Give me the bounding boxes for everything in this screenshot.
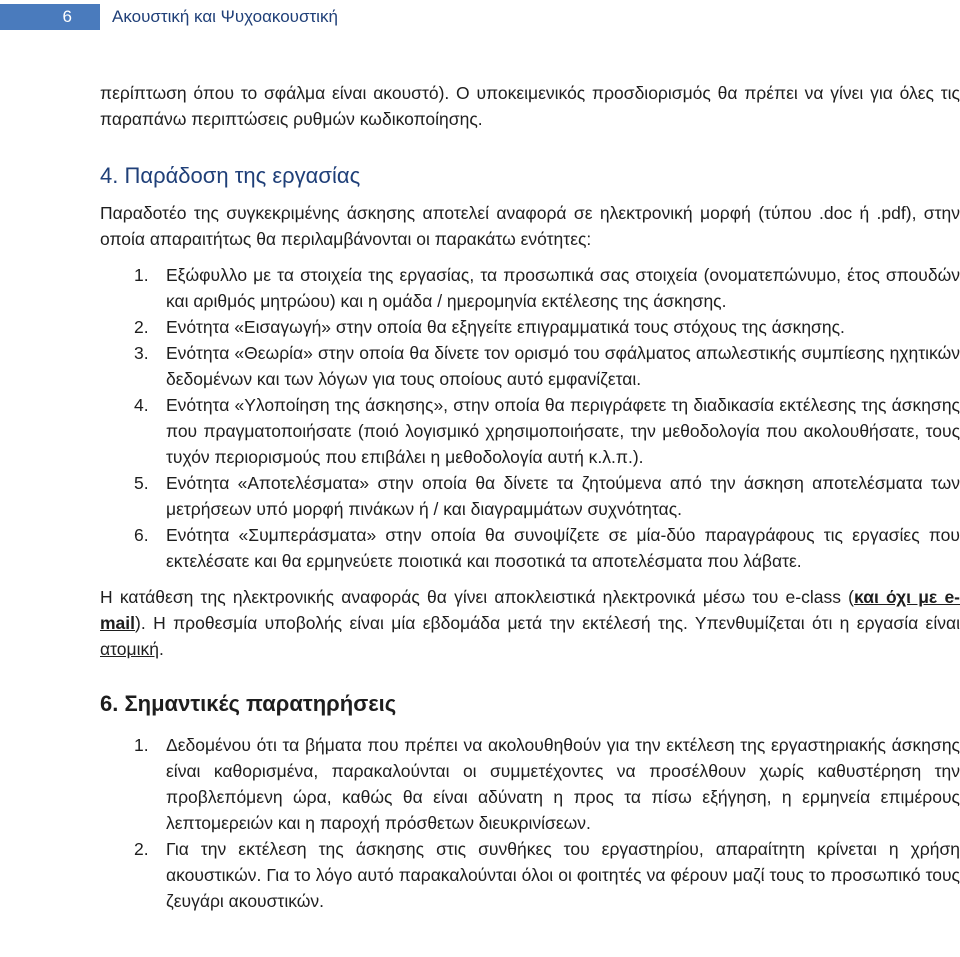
page-number: 6 — [0, 4, 100, 30]
list-number: 4. — [134, 395, 149, 415]
section-6-list — [100, 732, 960, 914]
submission-underlined: ατομική — [100, 639, 159, 659]
running-title: Ακουστική και Ψυχοακουστική — [112, 7, 338, 26]
section-4-intro: Παραδοτέο της συγκεκριμένης άσκησης αποτελεί αναφορά σε ηλεκτρονική μορφή (τύπου .doc ή .pdf), στην οποία απαραιτήτως θα περιλαμβάνονται οι παρακάτω ενότητες: — [100, 203, 960, 249]
document-body — [100, 80, 960, 914]
submission-text-3: . — [158, 639, 164, 659]
list-item — [100, 522, 960, 574]
list-text: Ενότητα «Συμπεράσματα» στην οποία θα συνοψίζετε σε μία-δύο παραγράφους τις εργασίες που εκτελέσατε και θα ερμηνεύετε ποιοτικά και ποσοτικά τα αποτελέσματα που λάβατε. — [166, 525, 960, 571]
section-4-list — [100, 262, 960, 574]
list-number: 2. — [134, 317, 149, 337]
list-item — [100, 314, 960, 340]
section-4-heading: 4. Παράδοση της εργασίας — [100, 163, 361, 188]
list-item — [100, 836, 960, 914]
list-text: Ενότητα «Αποτελέσματα» στην οποία θα δίνετε τα ζητούμενα από την άσκηση αποτελέσματα των μετρήσεων υπό μορφή πινάκων ή / και διαγραμμάτων συχνότητας. — [166, 473, 960, 519]
submission-emphasis: και όχι με e-mail — [100, 587, 960, 633]
list-text: Ενότητα «Θεωρία» στην οποία θα δίνετε τον ορισμό του σφάλματος απωλεστικής συμπίεσης ηχητικών δεδομένων και των λόγων για τους οποίους αυτό εμφανίζεται. — [166, 343, 960, 389]
list-text: Εξώφυλλο με τα στοιχεία της εργασίας, τα προσωπικά σας στοιχεία (ονοματεπώνυμο, έτος σπουδών και αριθμός μητρώου) και η ομάδα / ημερομηνία εκτέλεσης της άσκησης. — [166, 265, 960, 311]
submission-paragraph — [100, 584, 960, 662]
list-item — [100, 340, 960, 392]
list-text: Δεδομένου ότι τα βήματα που πρέπει να ακολουθηθούν για την εκτέλεση της εργαστηριακής άσκησης είναι καθορισμένα, παρακαλούνται οι συμμετέχοντες να προσέλθουν χωρίς καθυστέρηση την προβλεπόμενη ώρα, καθώς θα είναι αδύνατη η προς τα πίσω εξήγηση, η ερμηνεία επιμέρους λεπτομερειών και η παροχή πρόσθετων διευκρινίσεων. — [166, 735, 960, 833]
list-item — [100, 732, 960, 836]
list-number: 5. — [134, 473, 149, 493]
list-number: 6. — [134, 525, 149, 545]
list-number: 3. — [134, 343, 149, 363]
section-6-heading: 6. Σημαντικές παρατηρήσεις — [100, 691, 397, 716]
list-item — [100, 470, 960, 522]
list-item — [100, 262, 960, 314]
submission-text-2: ). Η προθεσμία υποβολής είναι μία εβδομάδα μετά την εκτέλεσή της. Υπενθυμίζεται ότι η εργασία είναι — [135, 613, 960, 633]
list-text: Ενότητα «Υλοποίηση της άσκησης», στην οποία θα περιγράφετε τη διαδικασία εκτέλεσης της άσκησης που πραγματοποιήσατε (ποιό λογισμικό χρησιμοποιήσατε, την μεθοδολογία που ακολουθήσατε, τους τυχόν περιορισμούς που επιβάλει η μεθοδολογία αυτή κ.λ.π.). — [166, 395, 960, 467]
intro-paragraph: περίπτωση όπου το σφάλμα είναι ακουστό). Ο υποκειμενικός προσδιορισμός θα πρέπει να γίνει για όλες τις παραπάνω περιπτώσεις ρυθμών κωδικοποίησης. — [100, 83, 960, 129]
list-text: Για την εκτέλεση της άσκησης στις συνθήκες του εργαστηρίου, απαραίτητη κρίνεται η χρήση ακουστικών. Για το λόγο αυτό παρακαλούνται όλοι οι φοιτητές να φέρουν μαζί τους το προσωπικό τους ζευγάρι ακουστικών. — [166, 839, 960, 911]
page-header — [0, 0, 960, 30]
list-number: 2. — [134, 839, 149, 859]
list-number: 1. — [134, 735, 149, 755]
list-item — [100, 392, 960, 470]
list-number: 1. — [134, 265, 149, 285]
list-text: Ενότητα «Εισαγωγή» στην οποία θα εξηγείτε επιγραμματικά τους στόχους της άσκησης. — [166, 317, 845, 337]
submission-text-1: Η κατάθεση της ηλεκτρονικής αναφοράς θα γίνει αποκλειστικά ηλεκτρονικά μέσω του e-class ( — [100, 587, 855, 607]
